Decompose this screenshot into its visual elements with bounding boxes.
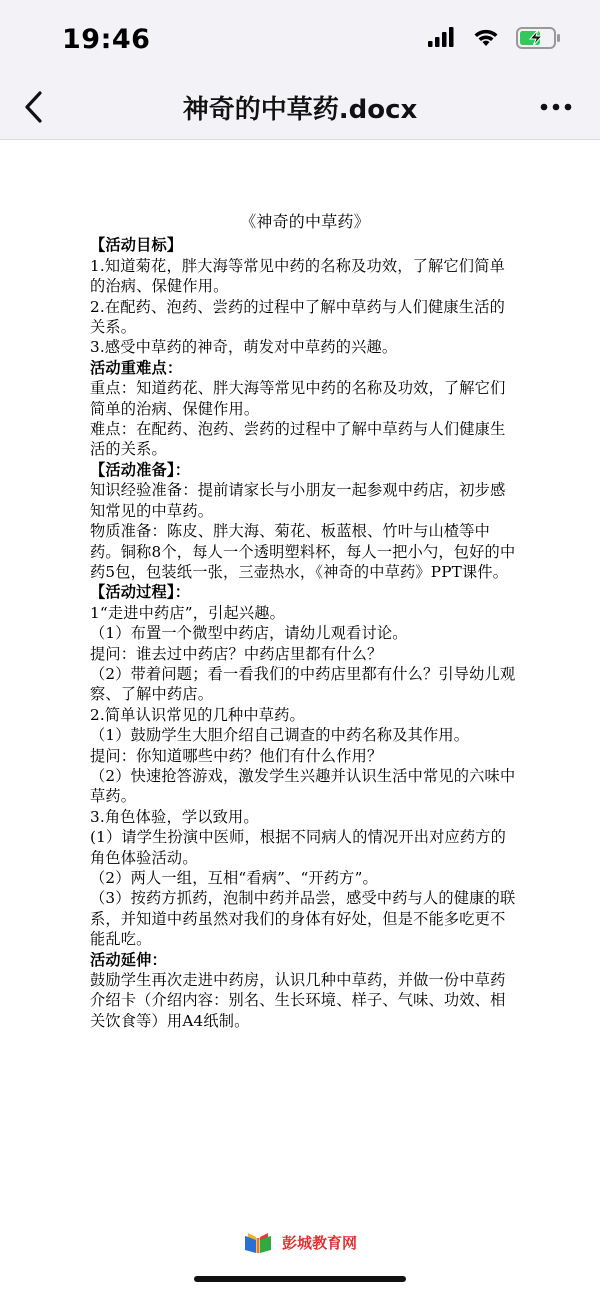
paragraph: (1）请学生扮演中医师，根据不同病人的情况开出对应药方的角色体验活动。 (90, 828, 507, 867)
paragraph: 知识经验准备：提前请家长与小朋友一起参观中药店，初步感知常见的中草药。 (90, 481, 506, 520)
ellipsis-icon[interactable] (540, 102, 572, 112)
doc-title: 《神奇的中草药》 (240, 212, 370, 231)
signal-icon (428, 27, 454, 47)
home-indicator[interactable] (194, 1276, 406, 1282)
top-bar (0, 0, 600, 140)
books-logo-icon (243, 1230, 273, 1254)
brand-name: 彭城教育网 (282, 1233, 358, 1252)
paragraph: 鼓励学生再次走进中药房，认识几种中草药，并做一份中草药介绍卡（介绍内容：别名、生长环境、样子、气味、功效、相关饮食等）用A4纸制。 (90, 971, 506, 1030)
paragraph: （3）按药方抓药，泡制中药并品尝，感受中药与人的健康的联系，并知道中药虽然对我们的身体有好处，但是不能多吃更不能乱吃。 (90, 889, 516, 949)
document-title: 神奇的中草药.docx (182, 95, 418, 125)
paragraph: 提问：谁去过中药店？中药店里都有什么？ (90, 644, 383, 663)
paragraph: 3.角色体验，学以致用。 (90, 807, 259, 826)
paragraph: （1）布置一个微型中药店，请幼儿观看讨论。 (90, 624, 408, 643)
paragraph: 物质准备：陈皮、胖大海、菊花、板蓝根、竹叶与山楂等中药。铜称8个，每人一个透明塑料杯，每人一把小勺，包好的中药5包，包装纸一张，三壶热水，《神奇的中草药》PPT课件。 (90, 522, 516, 581)
paragraph: 1“走进中药店”，引起兴趣。 (90, 603, 286, 622)
paragraph: 提问：你知道哪些中药？他们有什么作用？ (90, 746, 383, 765)
paragraph: （2）快速抢答游戏，激发学生兴趣并认识生活中常见的六味中草药。 (90, 766, 516, 806)
paragraph: 重点：知道药花、胖大海等常见中药的名称及功效，了解它们简单的治病、保健作用。 (90, 379, 506, 418)
paragraph: （2）带着问题；看一看我们的中药店里都有什么？引导幼儿观察、了解中药店。 (90, 664, 516, 704)
section-heading: 活动延伸： (90, 950, 167, 969)
battery-charging-icon (516, 27, 562, 49)
section-heading: 【活动准备】： (90, 460, 191, 479)
doc-lines (90, 235, 520, 1031)
document-body (90, 212, 520, 1031)
paragraph: 2.简单认识常见的几种中草药。 (90, 705, 305, 724)
paragraph: 3.感受中草药的神奇，萌发对中草药的兴趣。 (90, 338, 398, 357)
section-heading: 活动重难点： (90, 358, 183, 377)
section-heading: 【活动过程】： (90, 583, 191, 602)
paragraph: （1）鼓励学生大胆介绍自己调查的中药名称及其作用。 (90, 726, 470, 745)
paragraph: 难点：在配药、泡药、尝药的过程中了解中草药与人们健康生活的关系。 (90, 420, 506, 459)
section-heading: 【活动目标】 (90, 236, 183, 255)
footer-watermark (0, 1230, 600, 1256)
paragraph: 1.知道菊花，胖大海等常见中药的名称及功效，了解它们简单的治病、保健作用。 (90, 256, 505, 296)
paragraph: 2.在配药、泡药、尝药的过程中了解中草药与人们健康生活的关系。 (90, 297, 505, 337)
wifi-icon (472, 27, 500, 47)
paragraph: （2）两人一组，互相“看病”、“开药方”。 (90, 869, 378, 887)
status-time: 19:46 (62, 24, 151, 55)
